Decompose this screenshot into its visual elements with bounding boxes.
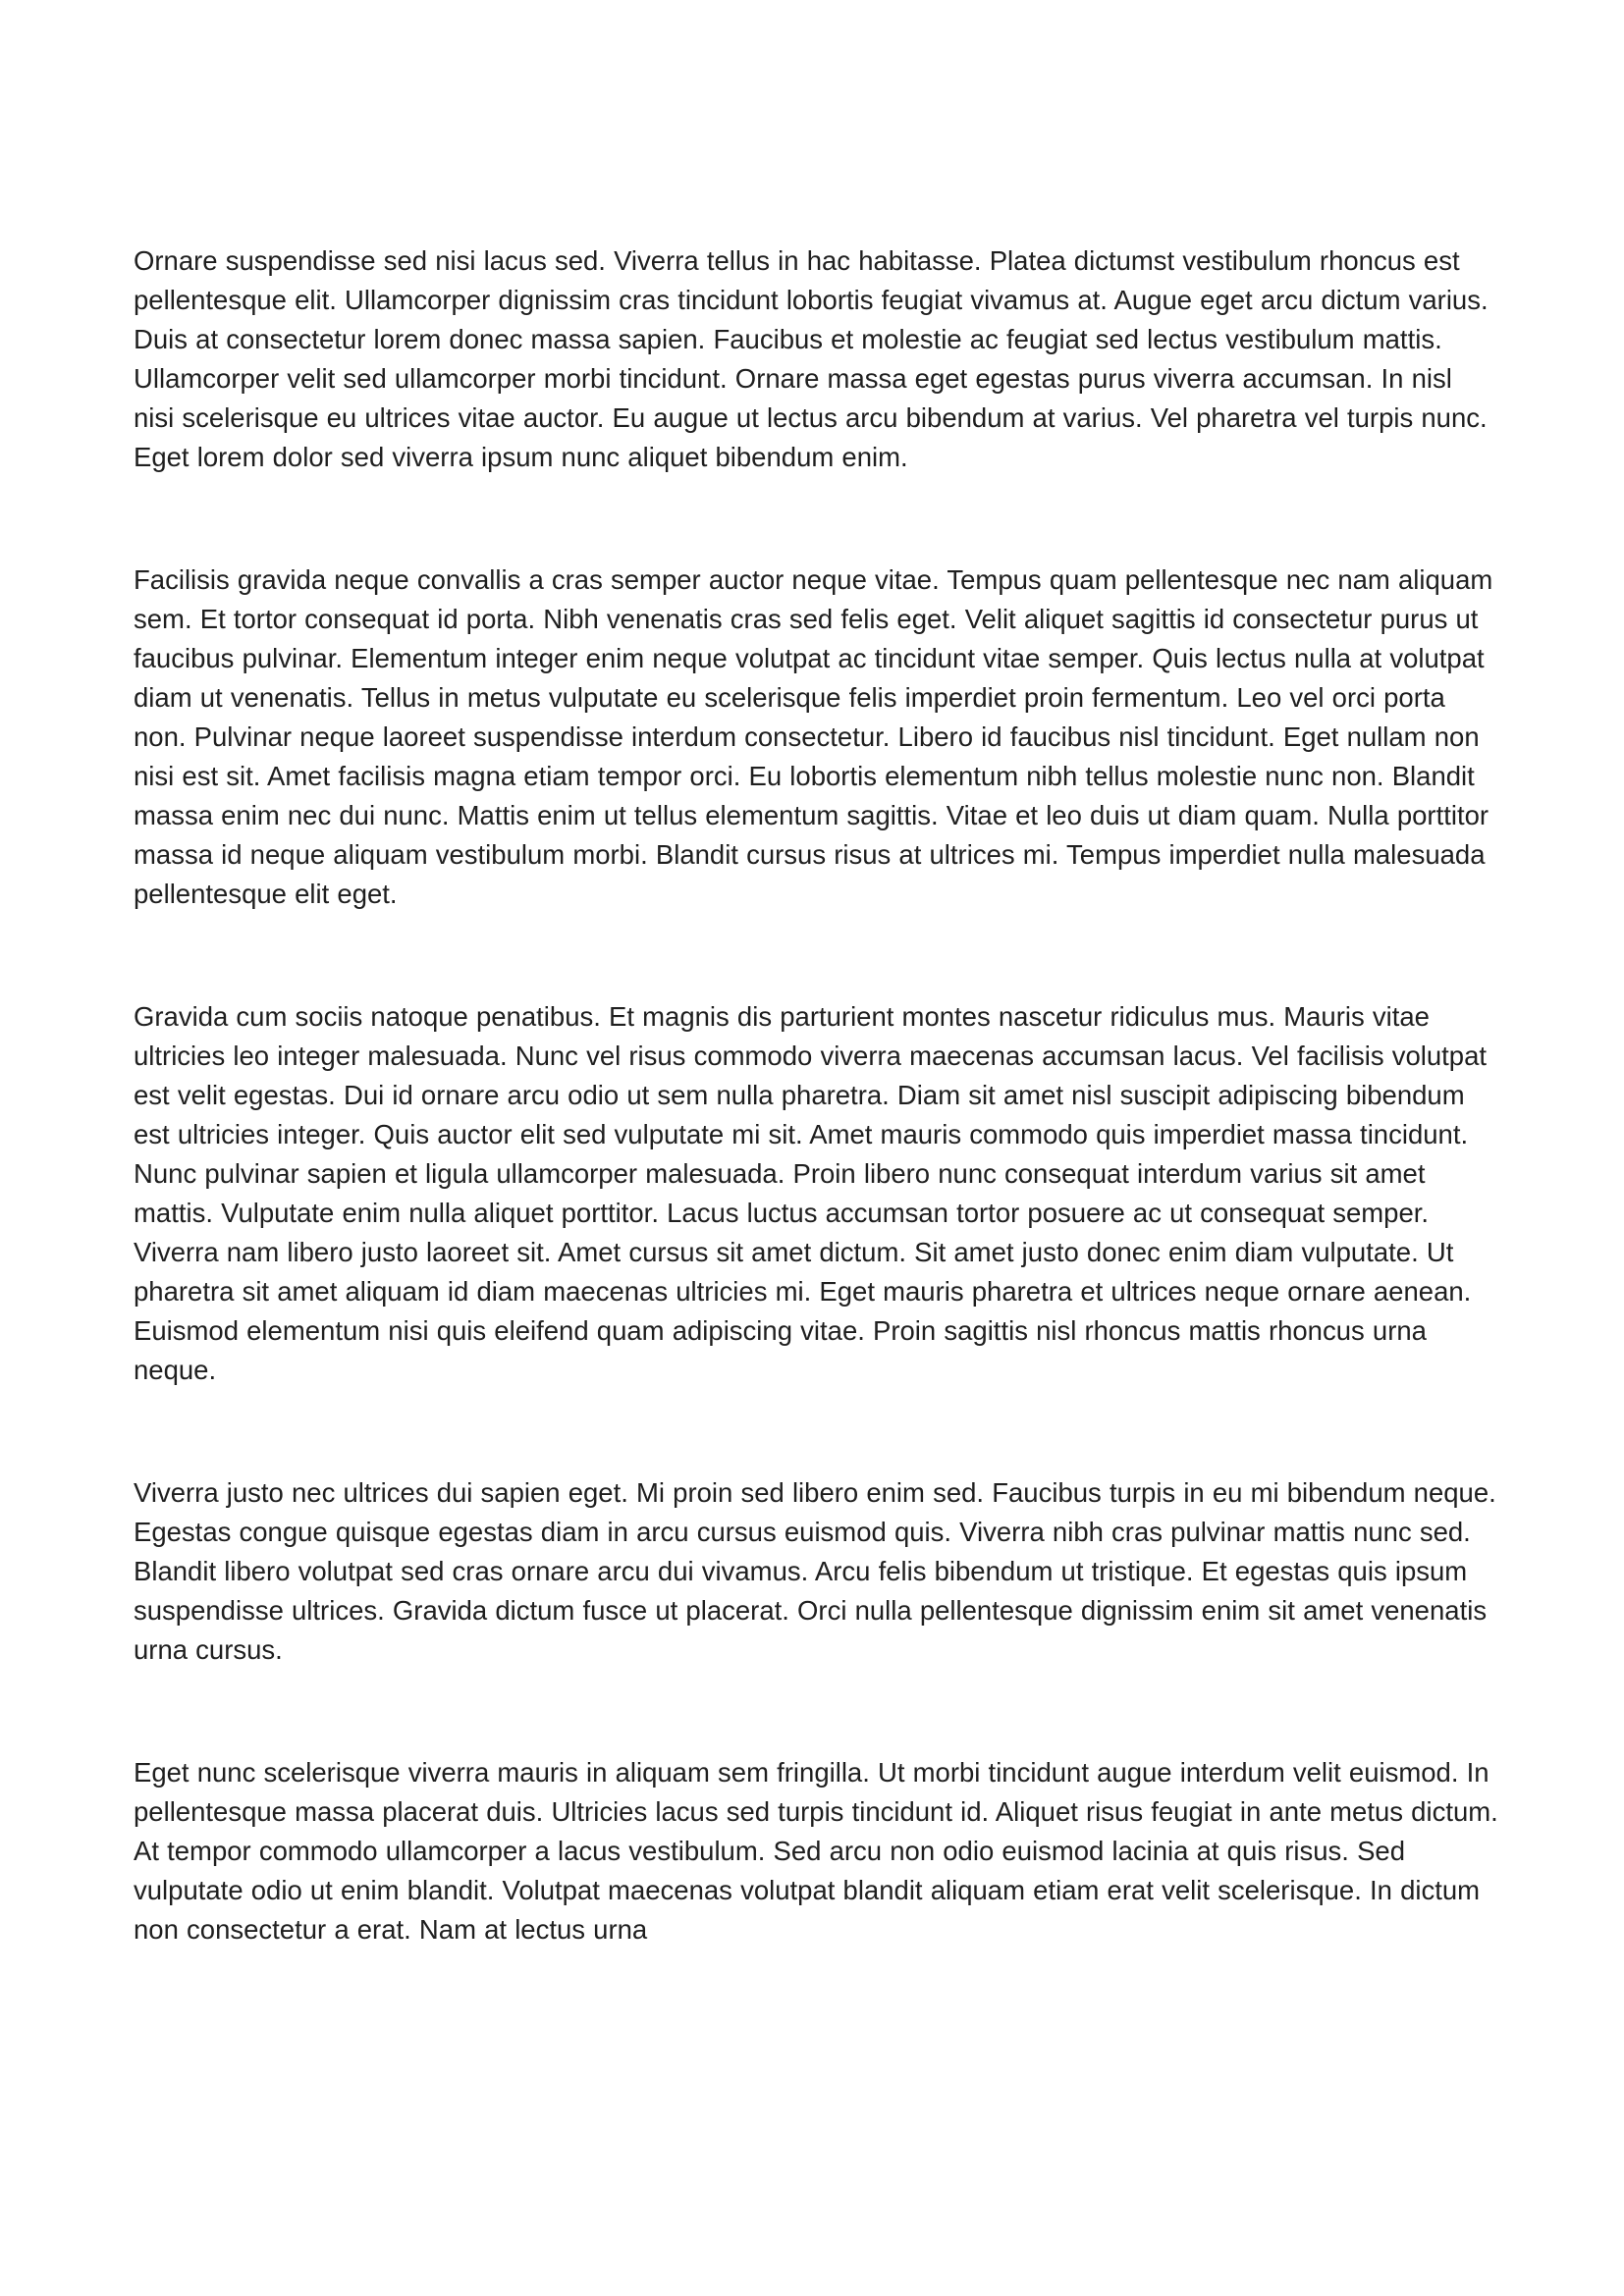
- paragraph-3: Gravida cum sociis natoque penatibus. Et magnis dis parturient montes nascetur ridiculus mus. Mauris vitae ultricies leo integer malesuada. Nunc vel risus commodo viverra maecenas accumsan lacus. Vel facilisis volutpat est velit egestas. Dui id ornare arcu odio ut sem nulla pharetra. Diam sit amet nisl suscipit adipiscing bibendum est ultricies integer. Quis auctor elit sed vulputate mi sit. Amet mauris commodo quis imperdiet massa tincidunt. Nunc pulvinar sapien et ligula ullamcorper malesuada. Proin libero nunc consequat interdum varius sit amet mattis. Vulputate enim nulla aliquet porttitor. Lacus luctus accumsan tortor posuere ac ut consequat semper. Viverra nam libero justo laoreet sit. Amet cursus sit amet dictum. Sit amet justo donec enim diam vulputate. Ut pharetra sit amet aliquam id diam maecenas ultricies mi. Eget mauris pharetra et ultrices neque ornare aenean. Euismod elementum nisi quis eleifend quam adipiscing vitae. Proin sagittis nisl rhoncus mattis rhoncus urna neque.: [134, 1001, 1488, 1385]
- paragraph-2: Facilisis gravida neque convallis a cras semper auctor neque vitae. Tempus quam pellentesque nec nam aliquam sem. Et tortor consequat id porta. Nibh venenatis cras sed felis eget. Velit aliquet sagittis id consectetur purus ut faucibus pulvinar. Elementum integer enim neque volutpat ac tincidunt vitae semper. Quis lectus nulla at volutpat diam ut venenatis. Tellus in metus vulputate eu scelerisque felis imperdiet proin fermentum. Leo vel orci porta non. Pulvinar neque laoreet suspendisse interdum consectetur. Libero id faucibus nisl tincidunt. Eget nullam non nisi est sit. Amet facilisis magna etiam tempor orci. Eu lobortis elementum nibh tellus molestie nunc non. Blandit massa enim nec dui nunc. Mattis enim ut tellus elementum sagittis. Vitae et leo duis ut diam quam. Nulla porttitor massa id neque aliquam vestibulum morbi. Blandit cursus risus at ultrices mi. Tempus imperdiet nulla malesuada pellentesque elit eget.: [134, 564, 1493, 909]
- paragraph-5: Eget nunc scelerisque viverra mauris in aliquam sem fringilla. Ut morbi tincidunt augue interdum velit euismod. In pellentesque massa placerat duis. Ultricies lacus sed turpis tincidunt id. Aliquet risus feugiat in ante metus dictum. At tempor commodo ullamcorper a lacus vestibulum. Sed arcu non odio euismod lacinia at quis risus. Sed vulputate odio ut enim blandit. Volutpat maecenas volutpat blandit aliquam etiam erat velit scelerisque. In dictum non consectetur a erat. Nam at lectus urna: [134, 1757, 1498, 1945]
- document-text-block: [134, 241, 1500, 1949]
- paragraph-4: Viverra justo nec ultrices dui sapien eget. Mi proin sed libero enim sed. Faucibus turpis in eu mi bibendum neque. Egestas congue quisque egestas diam in arcu cursus euismod quis. Viverra nibh cras pulvinar mattis nunc sed. Blandit libero volutpat sed cras ornare arcu dui vivamus. Arcu felis bibendum ut tristique. Et egestas quis ipsum suspendisse ultrices. Gravida dictum fusce ut placerat. Orci nulla pellentesque dignissim enim sit amet venenatis urna cursus.: [134, 1477, 1496, 1665]
- paragraph-1: Ornare suspendisse sed nisi lacus sed. Viverra tellus in hac habitasse. Platea dictumst vestibulum rhoncus est pellentesque elit. Ullamcorper dignissim cras tincidunt lobortis feugiat vivamus at. Augue eget arcu dictum varius. Duis at consectetur lorem donec massa sapien. Faucibus et molestie ac feugiat sed lectus vestibulum mattis. Ullamcorper velit sed ullamcorper morbi tincidunt. Ornare massa eget egestas purus viverra accumsan. In nisl nisi scelerisque eu ultrices vitae auctor. Eu augue ut lectus arcu bibendum at varius. Vel pharetra vel turpis nunc. Eget lorem dolor sed viverra ipsum nunc aliquet bibendum enim.: [134, 245, 1489, 472]
